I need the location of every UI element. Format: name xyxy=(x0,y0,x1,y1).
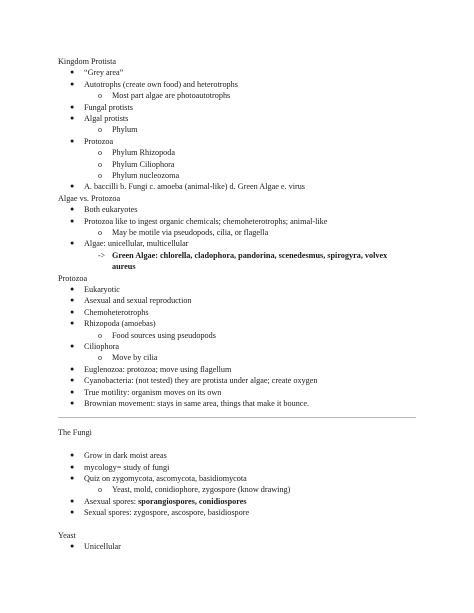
list-item-text: May be motile via pseudopods, cilia, or flagella xyxy=(112,228,269,237)
section-heading xyxy=(58,427,92,438)
list-item-text: aureus xyxy=(112,262,136,271)
section-heading xyxy=(58,273,87,284)
list-item xyxy=(84,295,192,306)
list-item-text: Brownian movement: stays in same area, things that make it bounce. xyxy=(84,399,310,408)
list-item-text: Protozoa xyxy=(84,137,114,146)
bullet-dot-icon: ● xyxy=(70,399,75,407)
section-divider xyxy=(58,417,416,418)
list-item xyxy=(84,387,221,398)
list-item xyxy=(84,496,247,507)
list-item-text: A. baccilli b. Fungi c. amoeba (animal-like) d. Green Algae e. virus xyxy=(84,182,305,191)
list-item xyxy=(84,541,121,552)
bullet-dot-icon: ● xyxy=(70,474,75,482)
bullet-dot-icon: ● xyxy=(70,182,75,190)
section-heading xyxy=(58,56,116,67)
list-item xyxy=(84,113,128,124)
list-item-text: Ciliophora xyxy=(84,342,120,351)
bullet-dot-icon: ● xyxy=(70,342,75,350)
list-item-text: Phylum Ciliophora xyxy=(112,160,175,169)
bullet-dot-icon: ● xyxy=(70,239,75,247)
list-item-text: sporangiospores, conidiospores xyxy=(138,497,247,506)
bullet-circle-icon: o xyxy=(98,485,102,494)
list-item xyxy=(84,181,305,192)
list-item xyxy=(84,507,249,518)
list-item xyxy=(84,284,120,295)
list-item xyxy=(84,102,133,113)
list-item xyxy=(84,375,317,386)
bullet-dot-icon: ● xyxy=(70,508,75,516)
list-item-text: Rhizopoda (amoebas) xyxy=(84,319,156,328)
list-item xyxy=(112,352,157,363)
list-item-text: Algal protists xyxy=(84,114,129,123)
bullet-circle-icon: o xyxy=(98,148,102,157)
list-item xyxy=(112,159,175,170)
list-item-text: Cyanobacteria: (not tested) they are protista under algae; create oxygen xyxy=(84,376,318,385)
section-heading xyxy=(58,530,76,541)
bullet-dot-icon: ● xyxy=(70,308,75,316)
list-item-text: Chemoheterotrophs xyxy=(84,308,149,317)
bullet-dot-icon: ● xyxy=(70,137,75,145)
list-item xyxy=(84,473,247,484)
list-item-text: Grow in dark moist areas xyxy=(84,451,167,460)
bullet-circle-icon: o xyxy=(98,125,102,134)
bullet-dot-icon: ● xyxy=(70,103,75,111)
list-item xyxy=(112,147,175,158)
list-item-text: Yeast, mold, conidiophore, zygospore (know drawing) xyxy=(112,485,291,494)
bullet-circle-icon: o xyxy=(98,228,102,237)
list-item-text: Quiz on zygomycota, ascomycota, basidiomycota xyxy=(84,474,247,483)
list-item-text: Green Algae: chlorella, cladophora, pandorina, scenedesmus, spirogyra, volvex xyxy=(112,251,388,260)
list-item-prefix: Asexual spores: xyxy=(84,497,139,506)
list-item xyxy=(112,330,216,341)
bullet-dot-icon: ● xyxy=(70,463,75,471)
bullet-arrow-icon: -> xyxy=(98,251,106,260)
list-item xyxy=(84,136,113,147)
list-item-text: Phylum nucleozoma xyxy=(112,171,180,180)
list-item xyxy=(84,67,123,78)
bullet-circle-icon: o xyxy=(98,353,102,362)
bullet-dot-icon: ● xyxy=(70,68,75,76)
list-item-text: Eukaryotic xyxy=(84,285,120,294)
list-item xyxy=(84,318,156,329)
list-item-text: Food sources using pseudopods xyxy=(112,331,216,340)
bullet-dot-icon: ● xyxy=(70,217,75,225)
list-item xyxy=(112,227,268,238)
list-item xyxy=(84,450,167,461)
list-item-text: Kingdom Protista xyxy=(58,57,116,66)
bullet-dot-icon: ● xyxy=(70,365,75,373)
bullet-dot-icon: ● xyxy=(70,451,75,459)
bullet-dot-icon: ● xyxy=(70,376,75,384)
list-item xyxy=(112,124,137,135)
list-item-text: Protozoa xyxy=(58,274,88,283)
list-item-text: Most part algae are photoautotrophs xyxy=(112,91,231,100)
list-item-text: Unicellular xyxy=(84,542,121,551)
list-item-text: Algae: unicellular, multicellular xyxy=(84,239,189,248)
bullet-dot-icon: ● xyxy=(70,388,75,396)
bullet-dot-icon: ● xyxy=(70,542,75,550)
bullet-circle-icon: o xyxy=(98,331,102,340)
list-item-text: Both eukaryotes xyxy=(84,205,138,214)
list-item xyxy=(112,170,179,181)
list-item xyxy=(84,204,137,215)
list-item-text: Yeast xyxy=(58,531,76,540)
list-item-text: Algae vs. Protozoa xyxy=(58,194,121,203)
list-item-text: Phylum Rhizopoda xyxy=(112,148,175,157)
section-heading xyxy=(58,193,120,204)
list-item xyxy=(112,250,387,261)
bullet-dot-icon: ● xyxy=(70,319,75,327)
list-item-text: “Grey area” xyxy=(84,68,124,77)
bullet-circle-icon: o xyxy=(98,91,102,100)
bullet-dot-icon: ● xyxy=(70,205,75,213)
list-item xyxy=(112,261,136,272)
bullet-circle-icon: o xyxy=(98,171,102,180)
list-item xyxy=(84,307,149,318)
list-item xyxy=(112,90,230,101)
bullet-dot-icon: ● xyxy=(70,114,75,122)
list-item xyxy=(84,216,327,227)
list-item-text: Euglenozoa: protozoa; move using flagellum xyxy=(84,365,232,374)
list-item-text: Asexual and sexual reproduction xyxy=(84,296,192,305)
list-item xyxy=(84,364,231,375)
bullet-dot-icon: ● xyxy=(70,80,75,88)
list-item-text: Move by cilia xyxy=(112,353,158,362)
list-item xyxy=(84,462,169,473)
list-item-text: Fungal protists xyxy=(84,103,133,112)
list-item xyxy=(112,484,290,495)
bullet-circle-icon: o xyxy=(98,160,102,169)
list-item-text: The Fungi xyxy=(58,428,92,437)
list-item-text: Sexual spores: zygospore, ascospore, basidiospore xyxy=(84,508,250,517)
list-item xyxy=(84,79,238,90)
list-item-text: Phylum xyxy=(112,125,138,134)
list-item-text: True motility: organism moves on its own xyxy=(84,388,222,397)
bullet-dot-icon: ● xyxy=(70,497,75,505)
bullet-dot-icon: ● xyxy=(70,285,75,293)
bullet-dot-icon: ● xyxy=(70,296,75,304)
list-item xyxy=(84,398,309,409)
list-item-text: Autotrophs (create own food) and heterotrophs xyxy=(84,80,238,89)
list-item xyxy=(84,238,188,249)
list-item-text: Protozoa like to ingest organic chemicals; chemoheterotrophs; animal-like xyxy=(84,217,328,226)
list-item xyxy=(84,341,119,352)
list-item-text: mycology= study of fungi xyxy=(84,463,170,472)
